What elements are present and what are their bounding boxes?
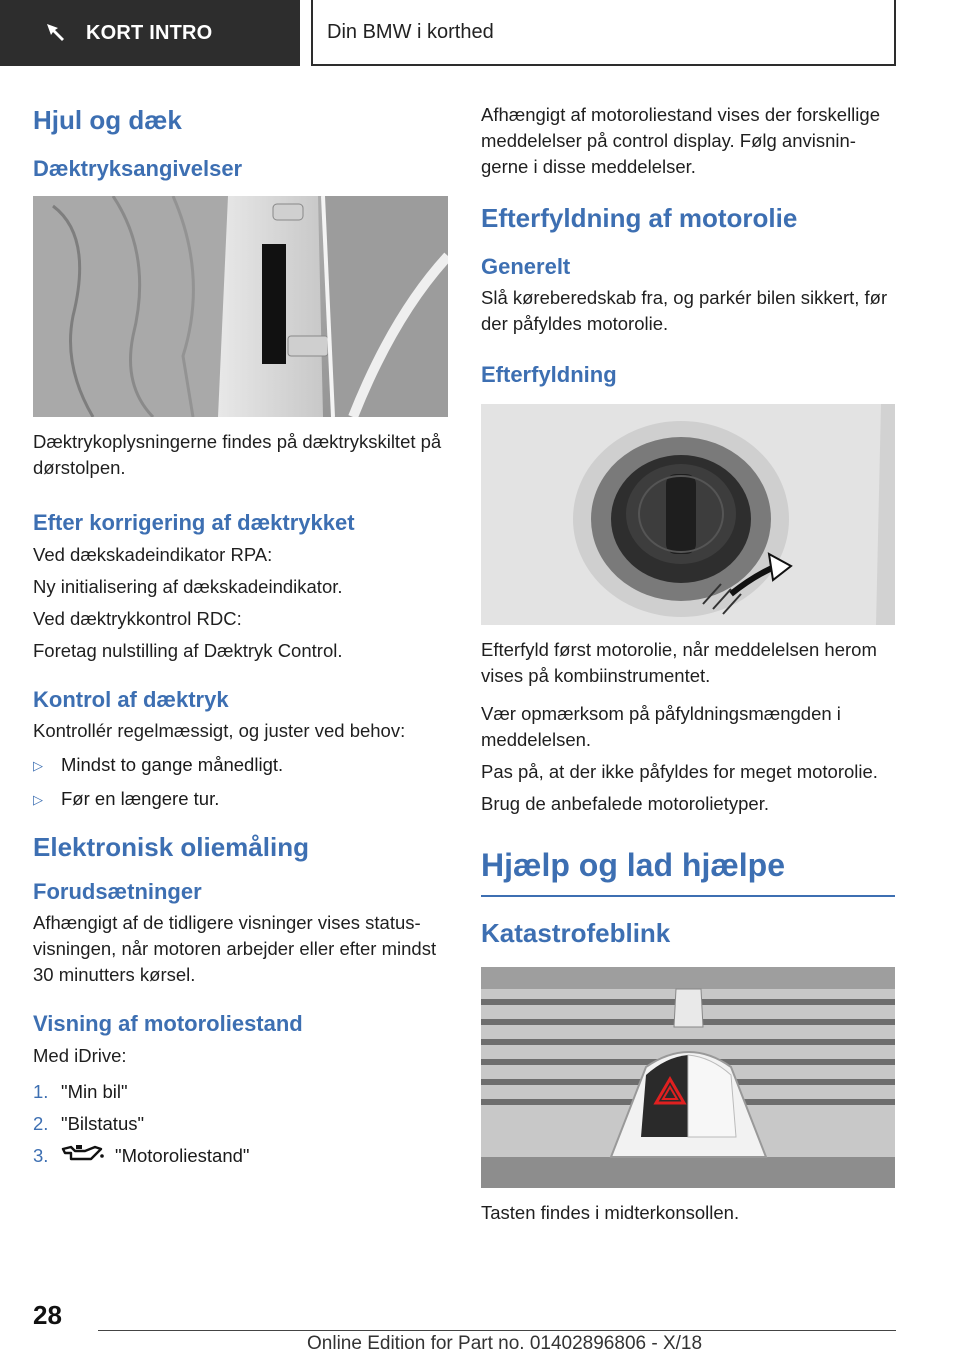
text-efterfyld-3: Pas på, at der ikke påfyldes for meget motorolie. [481,760,878,782]
list-item: 1. "Min bil" [33,1080,128,1102]
tab-kort-intro[interactable] [0,0,300,66]
text-idrive: Med iDrive: [33,1044,127,1066]
list-item: 3. "Motoroliestand" [33,1144,250,1166]
footer-divider [98,1330,896,1331]
text-efterfyld-2: Vær opmærksom på påfyldningsmængden i meddelelsen. [481,702,841,750]
text-efterfyld-1: Efterfyld først motorolie, når meddelelsen herom vises på kombiinstrumentet. [481,638,877,686]
right-column [481,102,895,1226]
text-forudsaetninger: Afhængigt af de tidligere visninger vises status-visningen, når motoren arbejder eller efter mindst 30 minutters kørsel. [33,912,437,986]
text-rpa-2: Ny initialisering af dækskadeindikator. [33,575,343,597]
heading-visning-af-motoroliestand: Visning af motoroliestand [33,1011,303,1037]
text-rdc-2: Foretag nulstilling af Dæktryk Control. [33,639,343,661]
list-item: 2. "Bilstatus" [33,1112,145,1134]
text-tasten: Tasten findes i midterkonsollen. [481,1202,740,1224]
heading-efterfyldning: Efterfyldning [481,362,617,388]
heading-daektryksangivelser: Dæktryksangivelser [33,155,243,181]
triangle-bullet-icon: ▷ [33,792,43,808]
heading-generelt: Generelt [481,253,571,279]
footer-edition: Online Edition for Part no. 01402896806 - X/18 [307,1333,703,1354]
triangle-bullet-icon: ▷ [33,758,43,774]
tab-kort-intro-label: KORT INTRO [86,21,213,44]
pointer-icon [44,20,70,46]
heading-katastrofeblink: Katastrofeblink [481,917,671,948]
heading-hjaelp-og-lad-hjaelpe: Hjælp og lad hjælpe [481,845,895,897]
bullet-list-kontrol [33,752,448,813]
list-item: ▷ Før en længere tur. [33,786,448,813]
heading-elektronisk-oliemaaling: Elektronisk oliemåling [33,832,309,863]
text-afhaengigt: Afhængigt af motoroliestand vises der forskellige meddelelser på control display. Følg anvisnin-gerne i disse meddelelser. [481,104,880,177]
heading-efter-korrigering: Efter korrigering af dæktrykket [33,510,355,536]
section-title: Din BMW i korthed [311,0,896,66]
page-number: 28 [33,1300,62,1330]
oil-filler-cap-image [481,404,895,625]
left-column [33,96,448,1175]
oil-can-icon [61,1143,105,1165]
hazard-button-image [481,967,895,1188]
list-item: ▷ Mindst to gange månedligt. [33,752,448,779]
step-list [33,1079,448,1169]
heading-forudsaetninger: Forudsætninger [33,878,202,904]
heading-hjul-og-daek: Hjul og dæk [33,105,182,135]
heading-efterfyldning-af-motorolie: Efterfyldning af motorolie [481,203,798,233]
text-efterfyld-4: Brug de anbefalede motorolietyper. [481,792,769,814]
text-generelt: Slå køreberedskab fra, og parkér bilen sikkert, før der påfyldes motorolie. [481,287,888,335]
text-kontrol: Kontrollér regelmæssigt, og juster ved behov: [33,720,406,742]
text-daektryk: Dæktrykoplysningerne findes på dæktrykskiltet på dørstolpen. [33,431,442,479]
heading-kontrol-af-daektryk: Kontrol af dæktryk [33,686,229,712]
door-pillar-image [33,196,448,417]
text-rdc-1: Ved dæktrykkontrol RDC: [33,607,242,629]
text-rpa-1: Ved dækskadeindikator RPA: [33,543,273,565]
top-bar [0,0,960,66]
